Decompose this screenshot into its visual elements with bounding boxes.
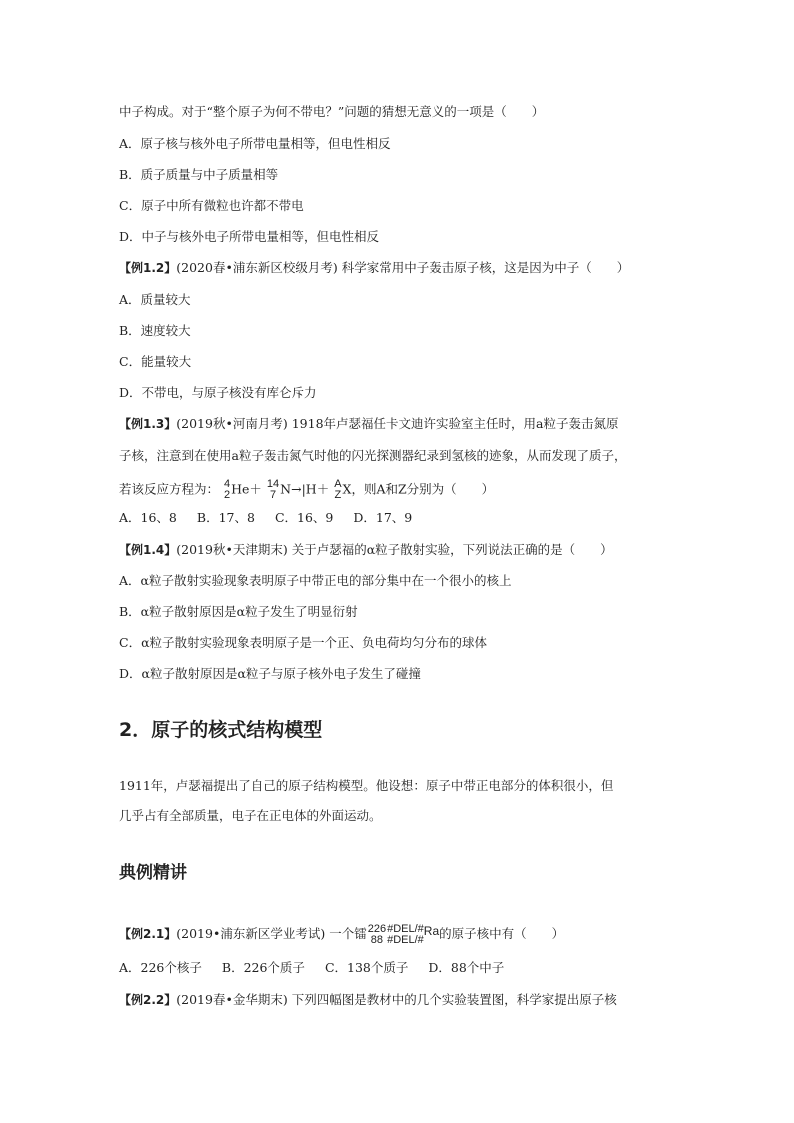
option-c: C．16、9 [274,510,334,525]
example-tag: 【例2.1】 [119,927,177,941]
example-2-2-stem [119,992,617,1008]
helium-isotope-numbers: 4 2 [224,478,231,501]
section-paragraph-line1: 1911年，卢瑟福提出了自己的原子结构模型。他设想：原子中带正电部分的体积很小，但 [119,778,614,793]
option-c: C．138个质子 [324,960,409,975]
option-b: B．α粒子散射原因是α粒子发生了明显衍射 [119,604,358,619]
example-text: 1918年卢瑟福任卡文迪许实验室主任时，用a粒子轰击氮原 [291,416,619,431]
option-d: D．17、9 [353,510,413,525]
example-text: 关于卢瑟福的α粒子散射实验，下列说法正确的是（ ） [291,542,613,557]
radium-isotope-numbers: 226 88 [367,922,387,946]
example-1-3-stem-line2: 子核，注意到在使用a粒子轰击氮气时他的闪光探测器纪录到氢核的迹象，从而发现了质子， [119,448,627,463]
option-b: B．速度较大 [119,323,191,338]
option-d: D．中子与核外电子所带电量相等，但电性相反 [119,229,380,244]
example-text: 下列四幅图是教材中的几个实验装置图，科学家提出原子核 [291,992,617,1007]
section-heading: 2．原子的核式结构模型 [119,719,323,741]
example-tag: 【例1.3】 [119,417,177,431]
option-d: D．88个中子 [428,960,505,975]
option-a: A．α粒子散射实验现象表明原子中带正电的部分集中在一个很小的核上 [119,573,512,588]
x-symbol-and-question: X，则A和Z分别为（ ） [342,481,495,497]
nitrogen-isotope-numbers: 14 7 [266,478,280,501]
question-stem: 中子构成。对于“整个原子为何不带电？”问题的猜想无意义的一项是（ ） [119,104,545,119]
example-1-2-stem [119,260,629,276]
broken-equation-placeholder: #DEL/# #DEL/# [387,922,424,946]
example-source: (2019秋•河南月考) [176,416,288,431]
example-text: 一个镭 [329,926,367,941]
example-1-3-stem-line1 [119,416,618,432]
option-a: A．质量较大 [119,292,191,307]
helium-symbol: He＋ [231,481,262,497]
nuclear-equation [119,479,494,501]
example-text: 科学家常用中子轰击原子核，这是因为中子（ ） [341,260,630,275]
equation-prefix: 若该反应方程为： [119,481,220,497]
example-tag: 【例1.2】 [119,261,177,275]
example-2-1-stem [119,923,564,946]
example-tag: 【例2.2】 [119,993,177,1007]
options-row [119,960,524,976]
example-1-4-stem [119,542,613,558]
option-b: B．226个质子 [221,960,305,975]
radium-symbol: Ra [423,924,440,938]
hydrogen-symbol: |H＋ [301,481,330,497]
option-b: B．质子质量与中子质量相等 [119,167,279,182]
option-a: A．226个核子 [119,960,202,975]
option-d: D．不带电，与原子核没有库仑斥力 [119,385,317,400]
option-c: C．能量较大 [119,354,192,369]
x-isotope-numbers: A Z [334,478,342,501]
example-source: (2019秋•天津期末) [176,542,288,557]
option-c: C．原子中所有微粒也许都不带电 [119,198,304,213]
option-a: A．16、8 [119,510,177,525]
options-row [119,510,432,526]
nitrogen-symbol: N→ [280,481,302,497]
examples-heading: 典例精讲 [119,863,187,883]
option-c: C．α粒子散射实验现象表明原子是一个正、负电荷均匀分布的球体 [119,635,488,650]
option-b: B．17、8 [196,510,255,525]
section-paragraph-line2: 几乎占有全部质量，电子在正电体的外面运动。 [119,808,382,823]
option-a: A．原子核与核外电子所带电量相等，但电性相反 [119,136,391,151]
option-d: D．α粒子散射原因是α粒子与原子核外电子发生了碰撞 [119,666,421,681]
example-source: (2020春•浦东新区校级月考) [176,260,338,275]
example-text-end: 的原子核中有（ ） [439,926,565,941]
example-source: (2019春•金华期末) [176,992,288,1007]
example-source: (2019•浦东新区学业考试) [176,926,326,941]
example-tag: 【例1.4】 [119,543,177,557]
